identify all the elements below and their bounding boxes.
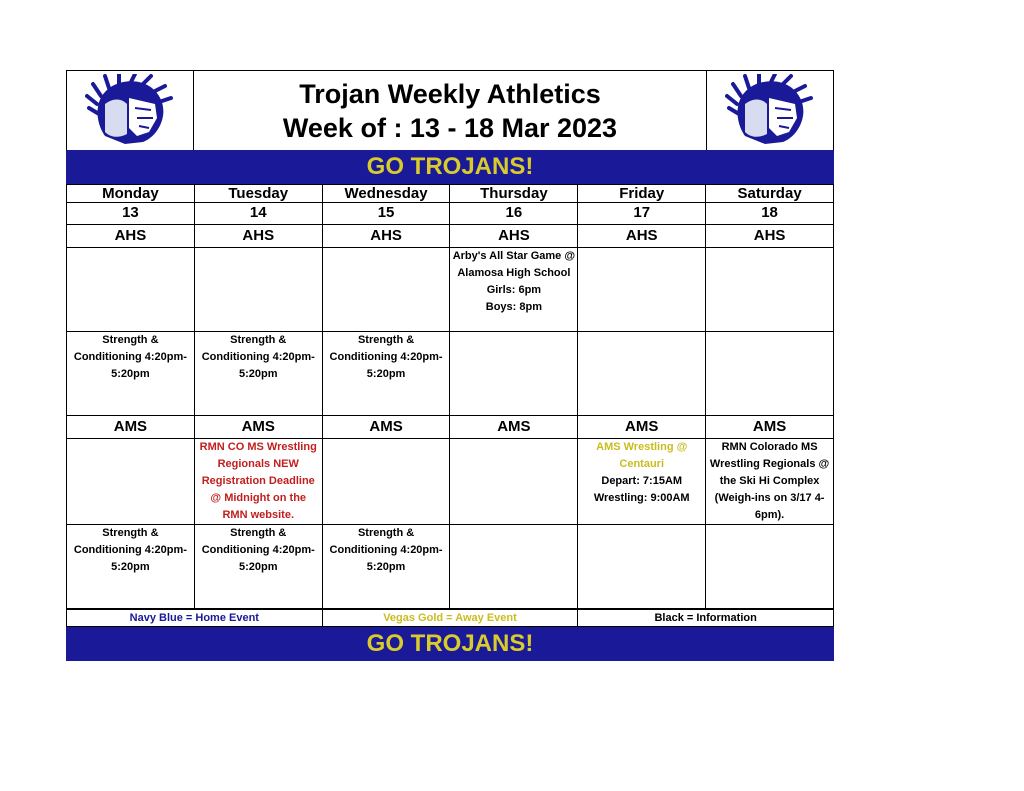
- logo-cell-right: [706, 71, 833, 150]
- school-label-ams: AMS: [706, 416, 834, 439]
- ams-row: [67, 416, 834, 439]
- day-header: Monday: [67, 185, 195, 203]
- event-text: RMN CO MS Wrestling Regionals NEW Registration Deadline @ Midnight on the RMN website.: [199, 441, 317, 521]
- ams-events-row: [67, 439, 834, 525]
- practice-cell: [67, 332, 195, 416]
- trojan-head-icon: [85, 74, 175, 148]
- school-label-ahs: AHS: [67, 225, 195, 248]
- go-trojans-banner-bottom: GO TROJANS!: [66, 627, 834, 661]
- day-header: Wednesday: [322, 185, 450, 203]
- school-label-ams: AMS: [194, 416, 322, 439]
- event-cell: [194, 248, 322, 332]
- legend-home: Navy Blue = Home Event: [67, 610, 323, 627]
- event-text: Boys: 8pm: [485, 301, 543, 313]
- ahs-row: [67, 225, 834, 248]
- practice-text: Strength & Conditioning 4:20pm-5:20pm: [73, 334, 187, 380]
- practice-cell: [322, 525, 450, 609]
- school-label-ams: AMS: [322, 416, 450, 439]
- event-cell: [706, 248, 834, 332]
- page-title: Trojan Weekly Athletics: [299, 78, 601, 109]
- trojan-head-icon: [725, 74, 815, 148]
- date-cell: 18: [706, 203, 834, 225]
- practice-text: Strength & Conditioning 4:20pm-5:20pm: [329, 334, 443, 380]
- schedule-sheet: [66, 70, 834, 661]
- practice-text: Strength & Conditioning 4:20pm-5:20pm: [201, 334, 315, 380]
- day-header: Saturday: [706, 185, 834, 203]
- school-label-ahs: AHS: [322, 225, 450, 248]
- date-cell: 17: [578, 203, 706, 225]
- school-label-ahs: AHS: [194, 225, 322, 248]
- ahs-events-row: [67, 248, 834, 332]
- practice-cell: [450, 332, 578, 416]
- event-cell: [322, 248, 450, 332]
- practice-cell: [194, 332, 322, 416]
- week-subtitle: Week of : 13 - 18 Mar 2023: [282, 112, 618, 143]
- practice-cell: [578, 525, 706, 609]
- legend-away: Vegas Gold = Away Event: [322, 610, 578, 627]
- event-cell: [578, 248, 706, 332]
- school-label-ams: AMS: [450, 416, 578, 439]
- legend-table: [66, 609, 834, 627]
- logo-cell-left: [67, 71, 194, 150]
- practice-cell: [706, 525, 834, 609]
- practice-cell: [578, 332, 706, 416]
- day-header: Friday: [578, 185, 706, 203]
- school-label-ams: AMS: [578, 416, 706, 439]
- title-cell: [194, 71, 706, 150]
- go-trojans-banner-top: GO TROJANS!: [66, 150, 834, 184]
- date-cell: 14: [194, 203, 322, 225]
- practice-text: Strength & Conditioning 4:20pm-5:20pm: [73, 527, 187, 573]
- practice-cell: [706, 332, 834, 416]
- practice-text: Strength & Conditioning 4:20pm-5:20pm: [201, 527, 315, 573]
- schedule-header: [66, 70, 834, 150]
- practice-cell: [67, 525, 195, 609]
- event-cell: [706, 439, 834, 525]
- event-cell: [578, 439, 706, 525]
- day-header: Tuesday: [194, 185, 322, 203]
- event-cell: [67, 248, 195, 332]
- school-label-ams: AMS: [67, 416, 195, 439]
- event-cell: [194, 439, 322, 525]
- event-cell: [450, 248, 578, 332]
- ams-practice-row: [67, 525, 834, 609]
- schedule-table: [66, 184, 834, 609]
- event-text: Wrestling: 9:00AM: [593, 492, 690, 504]
- practice-cell: [450, 525, 578, 609]
- legend-info: Black = Information: [578, 610, 834, 627]
- date-cell: 16: [450, 203, 578, 225]
- event-cell: [450, 439, 578, 525]
- practice-text: Strength & Conditioning 4:20pm-5:20pm: [329, 527, 443, 573]
- event-text: AMS Wrestling @ Centauri: [596, 441, 688, 470]
- day-header: Thursday: [450, 185, 578, 203]
- practice-cell: [322, 332, 450, 416]
- event-text: Girls: 6pm: [486, 284, 542, 296]
- event-text: RMN Colorado MS Wrestling Regionals @ the Ski Hi Complex (Weigh-ins on 3/17 4-6pm).: [709, 441, 830, 521]
- date-cell: 15: [322, 203, 450, 225]
- school-label-ahs: AHS: [450, 225, 578, 248]
- ahs-practice-row: [67, 332, 834, 416]
- event-text: Arby's All Star Game @ Alamosa High School: [452, 250, 576, 279]
- school-label-ahs: AHS: [578, 225, 706, 248]
- event-text: Depart: 7:15AM: [601, 475, 683, 487]
- date-cell: 13: [67, 203, 195, 225]
- event-cell: [67, 439, 195, 525]
- school-label-ahs: AHS: [706, 225, 834, 248]
- event-cell: [322, 439, 450, 525]
- day-row: [67, 185, 834, 203]
- date-row: [67, 203, 834, 225]
- practice-cell: [194, 525, 322, 609]
